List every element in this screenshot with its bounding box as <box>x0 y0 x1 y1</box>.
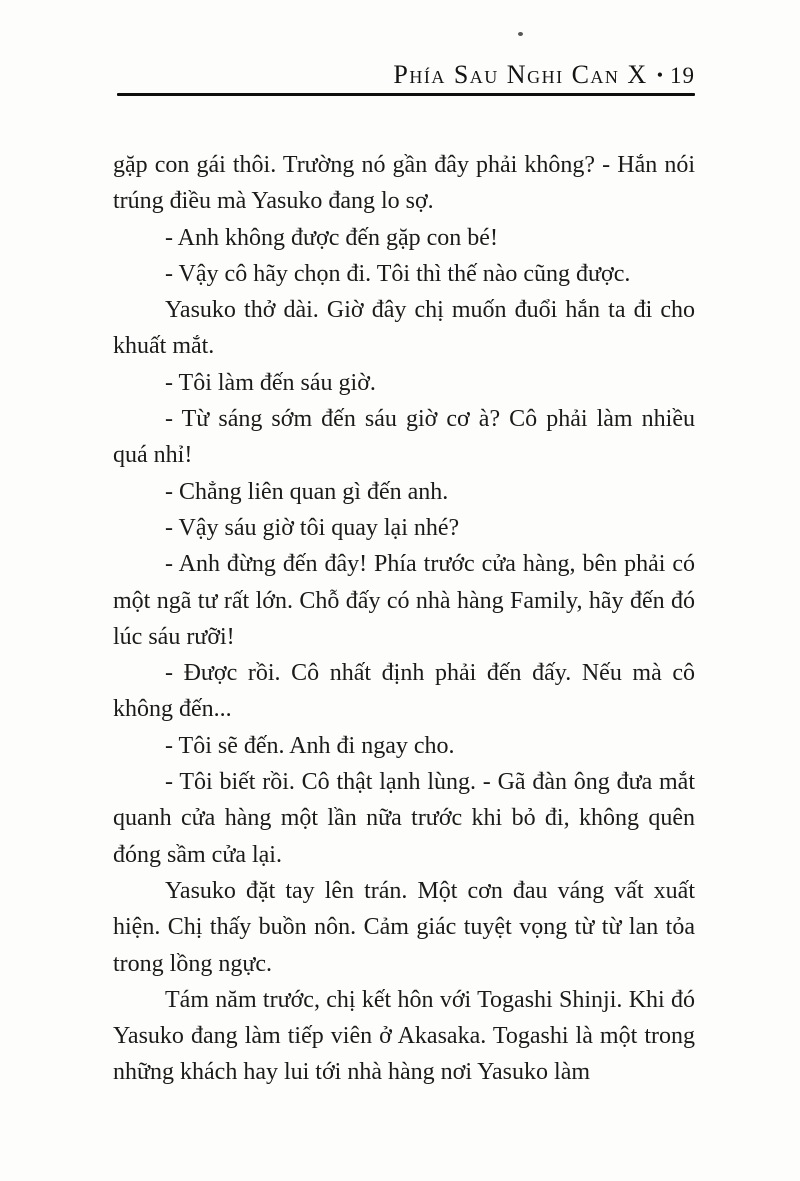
body-paragraph: - Anh không được đến gặp con bé! <box>165 224 498 251</box>
running-header-separator-dot: • <box>656 65 663 85</box>
body-paragraph: Yasuko thở dài. Giờ đây chị muốn đuổi hắn ta đi cho khuất mắt. <box>113 297 695 360</box>
running-header <box>117 60 695 90</box>
body-paragraph: - Được rồi. Cô nhất định phải đến đấy. Nếu mà cô không đến... <box>113 660 695 723</box>
body-paragraph: - Tôi làm đến sáu giờ. <box>165 369 376 396</box>
body-paragraph: - Vậy cô hãy chọn đi. Tôi thì thế nào cũng được. <box>165 260 631 287</box>
header-rule <box>117 93 695 96</box>
body-paragraph: gặp con gái thôi. Trường nó gần đây phải không? - Hắn nói trúng điều mà Yasuko đang lo sợ. <box>113 152 695 215</box>
body-paragraph: - Tôi biết rồi. Cô thật lạnh lùng. - Gã đàn ông đưa mắt quanh cửa hàng một lần nữa trước khi bỏ đi, không quên đóng sầm cửa lại. <box>113 769 695 868</box>
running-header-title: Phía Sau Nghi Can X <box>393 60 648 89</box>
body-paragraph: - Anh đừng đến đây! Phía trước cửa hàng, bên phải có một ngã tư rất lớn. Chỗ đấy có nhà hàng Family, hãy đến đó lúc sáu rưỡi! <box>113 551 695 650</box>
body-paragraph: - Từ sáng sớm đến sáu giờ cơ à? Cô phải làm nhiều quá nhỉ! <box>113 406 695 469</box>
scan-speck <box>518 32 523 36</box>
body-paragraph: Yasuko đặt tay lên trán. Một cơn đau váng vất xuất hiện. Chị thấy buồn nôn. Cảm giác tuyệt vọng từ từ lan tỏa trong lồng ngực. <box>113 877 695 977</box>
body-paragraph: Tám năm trước, chị kết hôn với Togashi Shinji. Khi đó Yasuko đang làm tiếp viên ở Akasaka. Togashi là một trong những khách hay lui tới nhà hàng nơi Yasuko làm <box>113 986 695 1086</box>
body-paragraph: - Chẳng liên quan gì đến anh. <box>165 478 449 505</box>
body-paragraph: - Tôi sẽ đến. Anh đi ngay cho. <box>165 732 455 759</box>
body-text <box>113 147 695 1091</box>
body-paragraph: - Vậy sáu giờ tôi quay lại nhé? <box>165 514 460 541</box>
page-number: 19 <box>670 63 695 88</box>
